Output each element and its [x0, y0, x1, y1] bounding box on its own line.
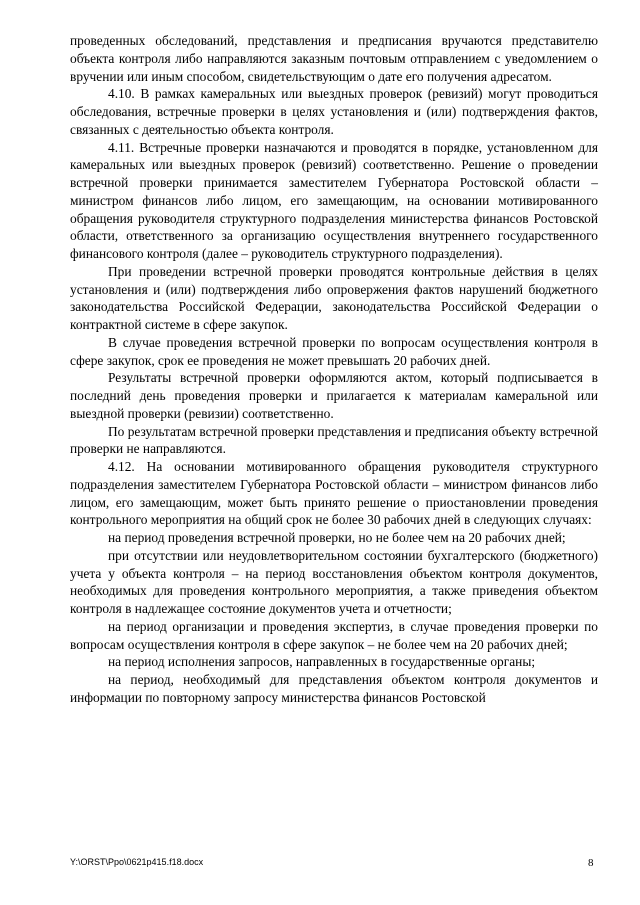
paragraph-4-11: 4.11. Встречные проверки назначаются и проводятся в порядке, установленном для камеральных или выездных проверок (ревизий) соответственно. Решение о проведении встречной проверки принимается заместителем Губернатора Ростовской области – министром финансов либо лицом, его замещающим, на основании мотивированного обращения руководителя структурного подразделения министерства финансов Ростовской области, ответственного за организацию осуществления внутреннего государственного финансового контроля (далее – руководитель структурного подразделения). — [70, 139, 598, 261]
paragraph-no-representations: По результатам встречной проверки представления и предписания объекту встречной проверки не направляются. — [70, 423, 598, 457]
document-body — [70, 32, 598, 707]
list-item-accounting-restoration: при отсутствии или неудовлетворительном состоянии бухгалтерского (бюджетного) учета у объекта контроля – на период восстановления объектом контроля документов, необходимых для проведения контрольного мероприятия, а также приведения объектом контроля в надлежащее состояние документов учета и отчетности; — [70, 547, 598, 616]
list-item-requests-period: на период исполнения запросов, направленных в государственные органы; — [108, 654, 536, 670]
paragraph-4-10: 4.10. В рамках камеральных или выездных проверок (ревизий) могут проводиться обследования, встречные проверки в целях установления и (или) подтверждения фактов, связанных с деятельностью объекта контроля. — [70, 86, 598, 137]
list-item-counter-check-period: на период проведения встречной проверки, но не более чем на 20 рабочих дней; — [108, 530, 566, 545]
paragraph-continuation: проведенных обследований, представления и предписания вручаются представителю объекта контроля либо направляются заказным почтовым отправлением с уведомлением о вручении или иным способом, свидетельствующим о дате его получения адресатом. — [70, 33, 598, 84]
list-item-expertise-period: на период организации и проведения экспертиз, в случае проведения проверки по вопросам осуществления контроля в сфере закупок – не более чем на 20 рабочих дней; — [70, 618, 598, 652]
paragraph-4-12: 4.12. На основании мотивированного обращения руководителя структурного подразделения заместителем Губернатора Ростовской области – министром финансов либо лицом, его замещающим, может быть принято решение о приостановлении проведения контрольного мероприятия на общий срок не более 30 рабочих дней в следующих случаях: — [70, 459, 598, 528]
page-number: 8 — [588, 857, 594, 869]
paragraph-counter-check-actions: При проведении встречной проверки проводятся контрольные действия в целях установления и (или) подтверждения либо опровержения фактов нарушений бюджетного законодательства Российской Федерации, законодательства Российской Федерации о контрактной системе в сфере закупок. — [70, 263, 598, 332]
paragraph-results-act: Результаты встречной проверки оформляются актом, который подписывается в последний день проведения проверки и прилагается к материалам камеральной или выездной проверки (ревизии) соответственно. — [70, 370, 598, 421]
footer-file-path: Y:\ORST\Ppo\0621p415.f18.docx — [70, 857, 204, 867]
list-item-repeat-request-period: на период, необходимый для представления объектом контроля документов и информации по повторному запросу министерства финансов Ростовской — [70, 672, 598, 705]
paragraph-procurement-term: В случае проведения встречной проверки по вопросам осуществления контроля в сфере закупок, срок ее проведения не может превышать 20 рабочих дней. — [70, 334, 598, 368]
